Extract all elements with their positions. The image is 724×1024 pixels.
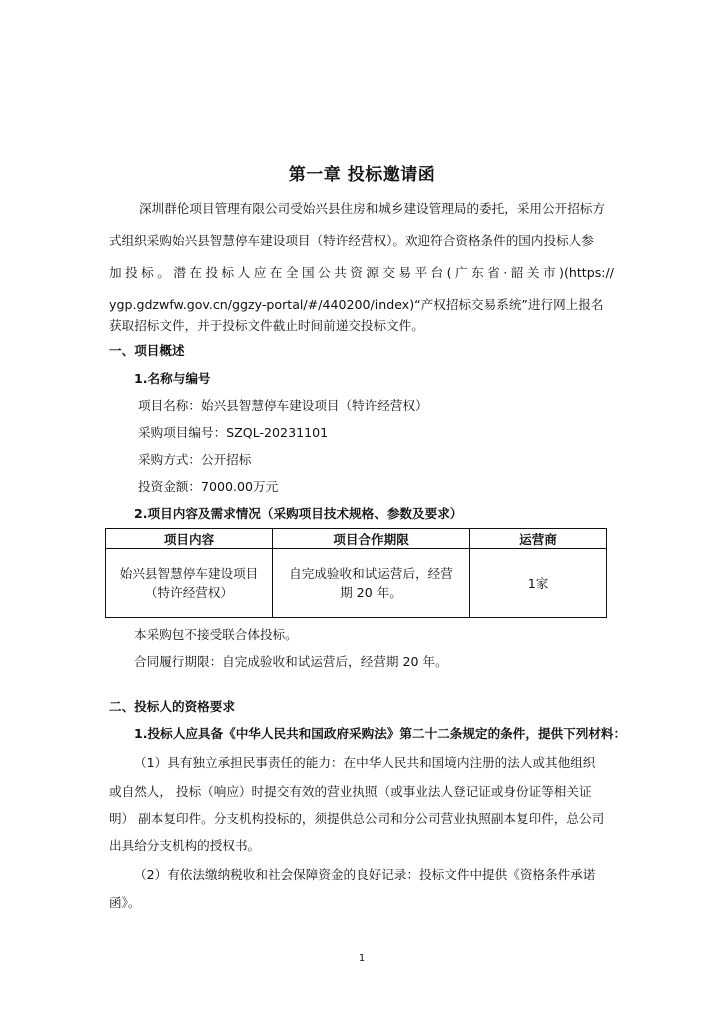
requirement-2-line-1: （2）有依法缴纳税收和社会保障资金的良好记录：投标文件中提供《资格条件承诺: [134, 867, 596, 882]
section-1-subheading-2: 2.项目内容及需求情况（采购项目技术规格、参数及要求）: [134, 506, 463, 521]
table-row: [106, 549, 607, 618]
intro-line-2: 式组织采购始兴县智慧停车建设项目（特许经营权）。欢迎符合资格条件的国内投标人参: [109, 233, 594, 248]
intro-line-1: 深圳群伦项目管理有限公司受始兴县住房和城乡建设管理局的委托，采用公开招标方: [139, 201, 605, 216]
content-line-2: （特许经营权）: [144, 585, 234, 600]
investment-amount: 投资金额：7000.00万元: [138, 479, 279, 494]
intro-line-3: 加投标。潜在投标人应在全国公共资源交易平台(广东省·韶关市)(https://: [109, 265, 614, 280]
intro-line-5: 获取招标文件，并于投标文件截止时间前递交投标文件。: [109, 318, 424, 333]
consortium-note: 本采购包不接受联合体投标。: [134, 627, 298, 642]
table-header-content: 项目内容: [106, 529, 273, 549]
table-cell-period: [273, 549, 470, 618]
contract-term-note: 合同履行期限：自完成验收和试运营后，经营期 20 年。: [134, 654, 448, 669]
requirements-table: [105, 528, 607, 618]
intro-line-4: ygp.gdzwfw.gov.cn/ggzy-portal/#/440200/index)“产权招标交易系统”进行网上报名: [109, 297, 604, 312]
requirement-1-line-3: 明） 副本复印件。分支机构投标的，须提供总公司和分公司营业执照副本复印件，总公司: [109, 811, 605, 826]
section-1-heading: 一、项目概述: [109, 343, 185, 358]
table-header-operator: 运营商: [470, 529, 607, 549]
project-name: 项目名称：始兴县智慧停车建设项目（特许经营权）: [138, 398, 428, 413]
table-cell-operator: 1家: [470, 549, 607, 618]
period-line-2: 期 20 年。: [340, 585, 402, 600]
requirement-1-line-1: （1）具有独立承担民事责任的能力：在中华人民共和国境内注册的法人或其他组织: [134, 755, 596, 770]
period-line-1: 自完成验收和试运营后，经营: [289, 566, 453, 581]
requirement-1-line-2: 或自然人， 投标（响应）时提交有效的营业执照（或事业法人登记证或身份证等相关证: [109, 784, 592, 799]
requirement-1-line-4: 出具给分支机构的授权书。: [109, 838, 261, 853]
page-number: 1: [358, 953, 366, 964]
section-2-heading: 二、投标人的资格要求: [109, 699, 235, 714]
table-header-period: 项目合作期限: [273, 529, 470, 549]
section-1-subheading-1: 1.名称与编号: [134, 371, 211, 386]
project-number: 采购项目编号：SZQL-20231101: [138, 425, 329, 440]
procurement-method: 采购方式：公开招标: [138, 452, 252, 467]
section-2-subheading-1: 1.投标人应具备《中华人民共和国政府采购法》第二十二条规定的条件，提供下列材料：: [134, 726, 627, 741]
content-line-1: 始兴县智慧停车建设项目: [119, 566, 259, 581]
requirement-2-line-2: 函》。: [109, 895, 141, 910]
chapter-title: 第一章 投标邀请函: [288, 165, 436, 185]
table-header-row: [106, 529, 607, 549]
table-cell-content: [106, 549, 273, 618]
